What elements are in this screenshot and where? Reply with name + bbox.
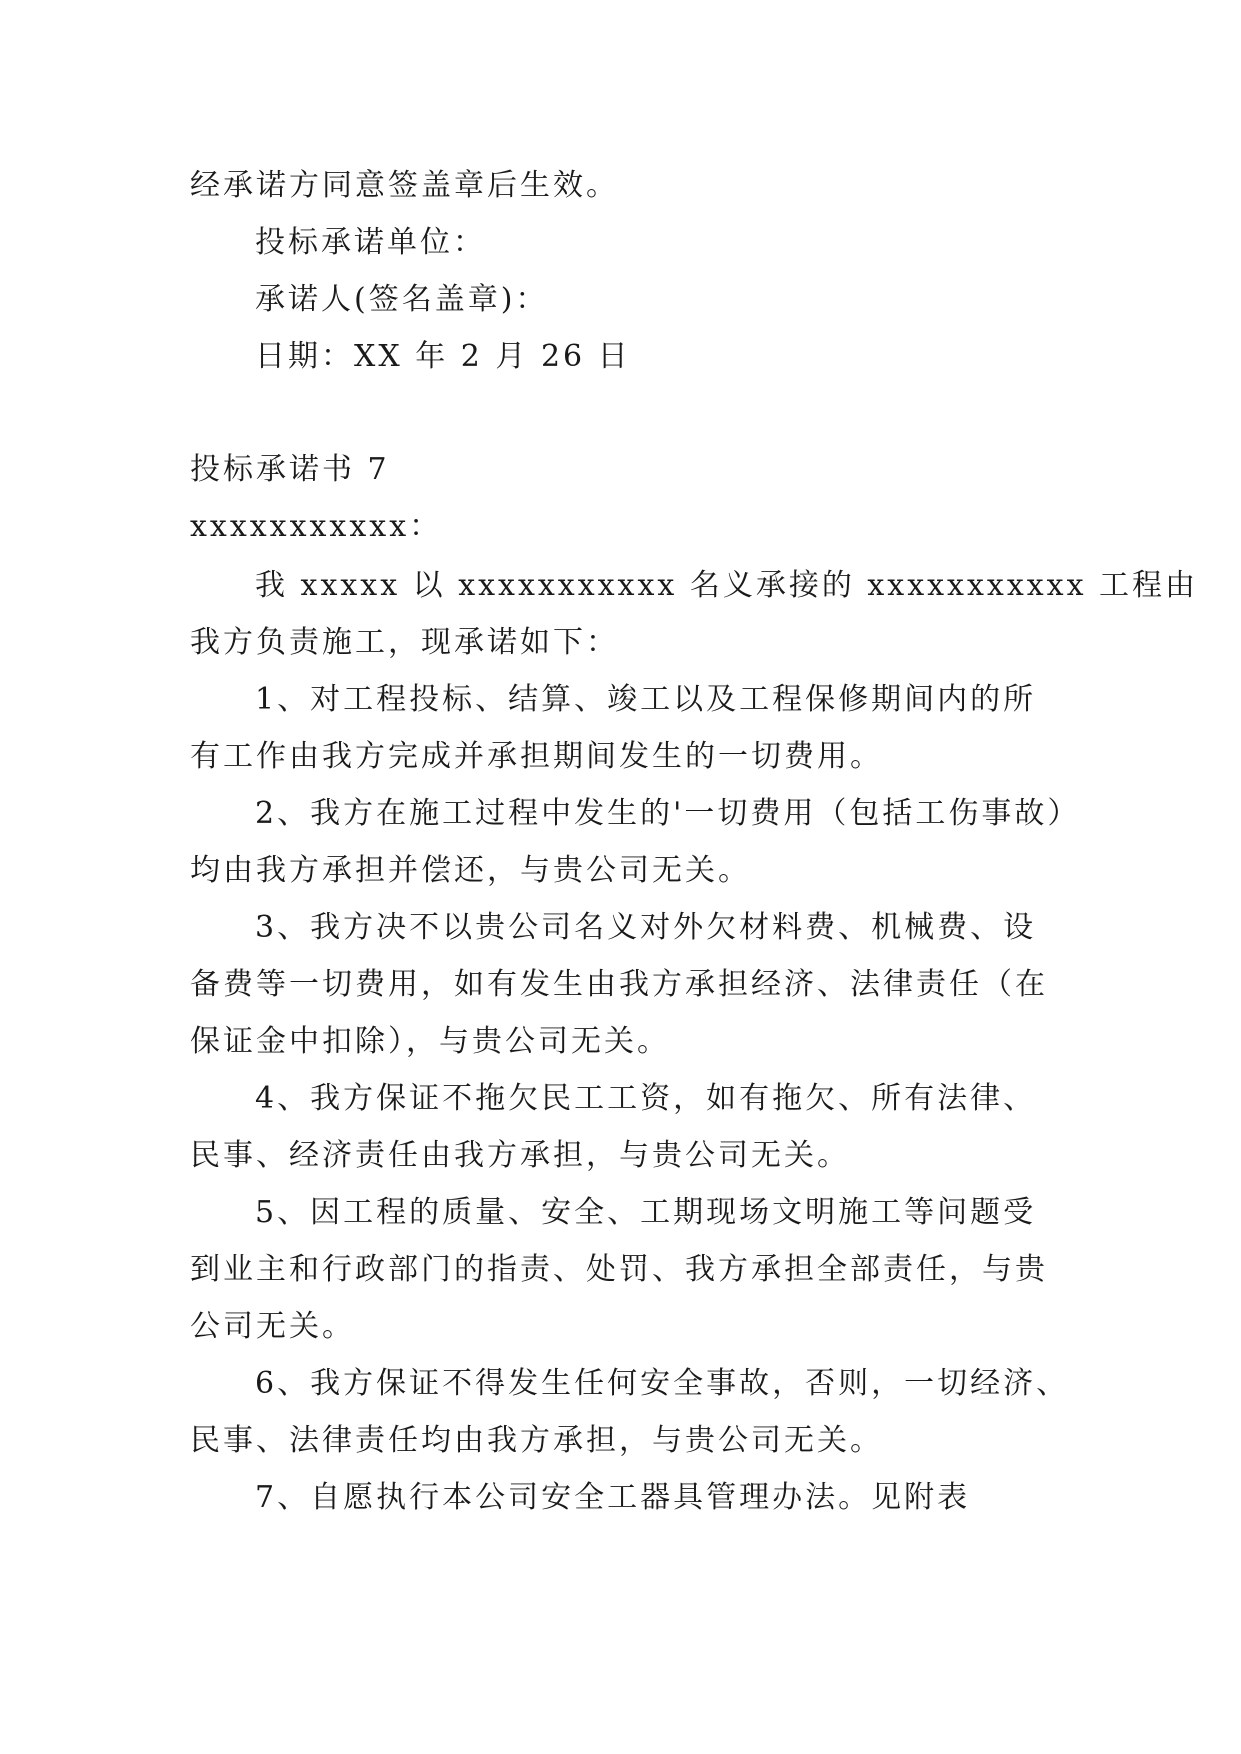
paragraph-line: 我 xxxxx 以 xxxxxxxxxxx 名义承接的 xxxxxxxxxxx 工程由	[255, 568, 1199, 603]
paragraph-line: 1、对工程投标、结算、竣工以及工程保修期间内的所	[255, 682, 1037, 717]
paragraph-line: 保证金中扣除），与贵公司无关。	[190, 1024, 670, 1059]
paragraph-line: 备费等一切费用，如有发生由我方承担经济、法律责任（在	[190, 967, 1048, 1002]
date-line: 日期：XX 年 2 月 26 日	[255, 339, 631, 374]
paragraph-line: 民事、经济责任由我方承担，与贵公司无关。	[190, 1138, 850, 1173]
promisor-label: 承诺人(签名盖章)：	[255, 282, 549, 317]
paragraph-line: 公司无关。	[190, 1309, 355, 1344]
paragraph-line: 7、自愿执行本公司安全工器具管理办法。见附表	[255, 1480, 971, 1515]
intro-line: 经承诺方同意签盖章后生效。	[190, 168, 619, 203]
paragraph-line: 到业主和行政部门的指责、处罚、我方承担全部责任，与贵	[190, 1252, 1048, 1287]
paragraph-line: 3、我方决不以贵公司名义对外欠材料费、机械费、设	[255, 910, 1037, 945]
paragraph-line: 民事、法律责任均由我方承担，与贵公司无关。	[190, 1423, 883, 1458]
paragraph-line: 5、因工程的质量、安全、工期现场文明施工等问题受	[255, 1195, 1037, 1230]
paragraph-line: 6、我方保证不得发生任何安全事故，否则，一切经济、	[255, 1366, 1070, 1401]
document-title: 投标承诺书 7	[190, 452, 390, 487]
paragraph-line: 4、我方保证不拖欠民工工资，如有拖欠、所有法律、	[255, 1081, 1037, 1116]
addressee: xxxxxxxxxxx：	[190, 509, 443, 544]
paragraph-line: 2、我方在施工过程中发生的'一切费用（包括工伤事故）	[255, 796, 1081, 831]
bidding-unit-label: 投标承诺单位：	[255, 225, 486, 260]
paragraph-line: 均由我方承担并偿还，与贵公司无关。	[190, 853, 751, 888]
paragraph-line: 我方负责施工，现承诺如下：	[190, 625, 619, 660]
paragraph-line: 有工作由我方完成并承担期间发生的一切费用。	[190, 739, 883, 774]
